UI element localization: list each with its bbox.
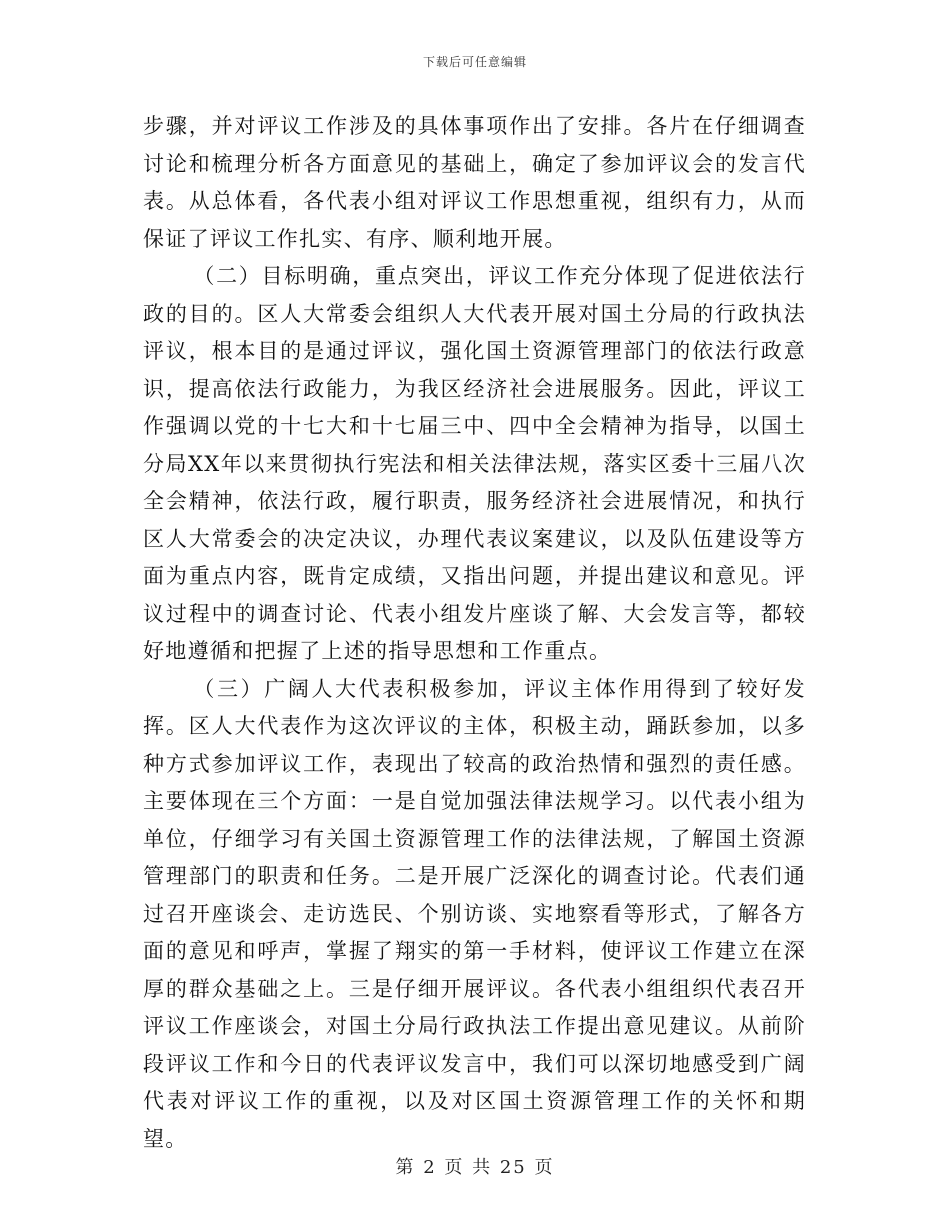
paragraph-section-2: （二）目标明确，重点突出，评议工作充分体现了促进依法行政的目的。区人大常委会组织人大代表开展对国土分局的行政执法评议，根本目的是通过评议，强化国土资源管理部门的依法行政意识，提高依法行政能力，为我区经济社会进展服务。因此，评议工作强调以党的十七大和十七届三中、四中全会精神为指导，以国土分局XX年以来贯彻执行宪法和相关法律法规，落实区委十三届八次全会精神，依法行政，履行职责，服务经济社会进展情况，和执行区人大常委会的决定决议，办理代表议案建议，以及队伍建设等方面为重点内容，既肯定成绩，又指出问题，并提出建议和意见。评议过程中的调查讨论、代表小组发片座谈了解、大会发言等，都较好地遵循和把握了上述的指导思想和工作重点。 bbox=[143, 264, 806, 663]
page-header-note: 下载后可任意编辑 bbox=[422, 55, 527, 69]
page-number-footer: 第 2 页 共 25 页 bbox=[395, 1157, 555, 1178]
document-body bbox=[143, 108, 806, 1158]
paragraph-continuation: 步骤，并对评议工作涉及的具体事项作出了安排。各片在仔细调查讨论和梳理分析各方面意见的基础上，确定了参加评议会的发言代表。从总体看，各代表小组对评议工作思想重视，组织有力，从而保证了评议工作扎实、有序、顺利地开展。 bbox=[143, 114, 806, 251]
paragraph-section-3: （三）广阔人大代表积极参加，评议主体作用得到了较好发挥。区人大代表作为这次评议的主体，积极主动，踊跃参加，以多种方式参加评议工作，表现出了较高的政治热情和强烈的责任感。主要体现在三个方面：一是自觉加强法律法规学习。以代表小组为单位，仔细学习有关国土资源管理工作的法律法规，了解国土资源管理部门的职责和任务。二是开展广泛深化的调查讨论。代表们通过召开座谈会、走访选民、个别访谈、实地察看等形式，了解各方面的意见和呼声，掌握了翔实的第一手材料，使评议工作建立在深厚的群众基础之上。三是仔细开展评议。各代表小组组织代表召开评议工作座谈会，对国土分局行政执法工作提出意见建议。从前阶段评议工作和今日的代表评议发言中，我们可以深切地感受到广阔代表对评议工作的重视，以及对区国土资源管理工作的关怀和期望。 bbox=[143, 676, 806, 1151]
